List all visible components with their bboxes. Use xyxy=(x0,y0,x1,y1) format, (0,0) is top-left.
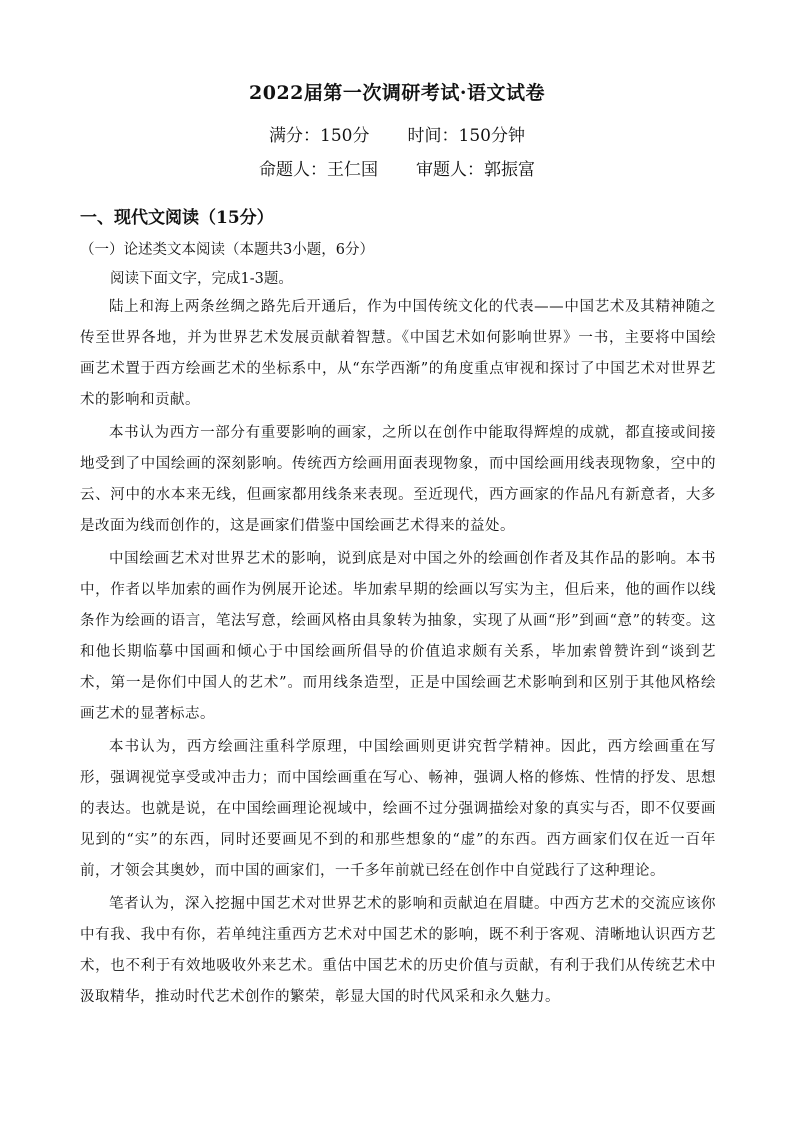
question-author: 命题人：王仁国 xyxy=(259,160,378,180)
exam-authors-line xyxy=(0,155,794,180)
passage-paragraph: 陆上和海上两条丝绸之路先后开通后，作为中国传统文化的代表——中国艺术及其精神随之传至世界各地，并为世界艺术发展贡献着智慧。《中国艺术如何影响世界》一书，主要将中国绘画艺术置于西方绘画艺术的坐标系中，从“东学西渐”的角度重点审视和探讨了中国艺术对世界艺术的影响和贡献。 xyxy=(80,299,716,408)
exam-title: 2022届第一次调研考试·语文试卷 xyxy=(249,82,545,104)
subsection-heading: （一）论述类文本阅读（本题共3小题，6分） xyxy=(80,242,374,258)
exam-time: 时间：150分钟 xyxy=(407,126,525,146)
passage-paragraph: 本书认为西方一部分有重要影响的画家，之所以在创作中能取得辉煌的成就，都直接或间接地受到了中国绘画的深刻影响。传统西方绘画用面表现物象，而中国绘画用线表现物象，空中的云、河中的水本来无线，但画家都用线条来表现。至近现代，西方画家的作品凡有新意者，大多是改面为线而创作的，这是画家们借鉴中国绘画艺术得来的益处。 xyxy=(80,425,716,534)
passage-paragraph: 中国绘画艺术对世界艺术的影响，说到底是对中国之外的绘画创作者及其作品的影响。本书中，作者以毕加索的画作为例展开论述。毕加索早期的绘画以写实为主，但后来，他的画作以线条作为绘画的语言，笔法写意，绘画风格由具象转为抽象，实现了从画“形”到画“意”的转变。这和他长期临摹中国画和倾心于中国绘画所倡导的价值追求颇有关系，毕加索曾赞许到“谈到艺术，第一是你们中国人的艺术”。而用线条造型，正是中国绘画艺术影响到和区别于其他风格绘画艺术的显著标志。 xyxy=(80,551,716,722)
passage-paragraph: 笔者认为，深入挖掘中国艺术对世界艺术的影响和贡献迫在眉睫。中西方艺术的交流应该你中有我、我中有你，若单纯注重西方艺术对中国艺术的影响，既不利于客观、清晰地认识西方艺术，也不利于有效地吸收外来艺术。重估中国艺术的历史价值与贡献，有利于我们从传统艺术中汲取精华，推动时代艺术创作的繁荣，彰显大国的时代风采和永久魅力。 xyxy=(80,896,716,1005)
question-reviewer: 审题人：郭振富 xyxy=(416,160,535,180)
passage-paragraph: 本书认为，西方绘画注重科学原理，中国绘画则更讲究哲学精神。因此，西方绘画重在写形，强调视觉享受或冲击力；而中国绘画重在写心、畅神，强调人格的修炼、性情的抒发、思想的表达。也就是说，在中国绘画理论视域中，绘画不过分强调描绘对象的真实与否，即不仅要画见到的“实”的东西，同时还要画见不到的和那些想象的“虚”的东西。西方画家们仅在近一百年前，才领会其奥妙，而中国的画家们，一千多年前就已经在创作中自觉践行了这种理论。 xyxy=(80,739,716,879)
reading-passage xyxy=(80,292,716,1015)
full-score: 满分：150分 xyxy=(269,126,370,146)
reading-instruction: 阅读下面文字，完成1-3题。 xyxy=(110,271,293,287)
section-heading: 一、现代文阅读（15分） xyxy=(80,208,274,228)
exam-meta-line xyxy=(0,121,794,146)
